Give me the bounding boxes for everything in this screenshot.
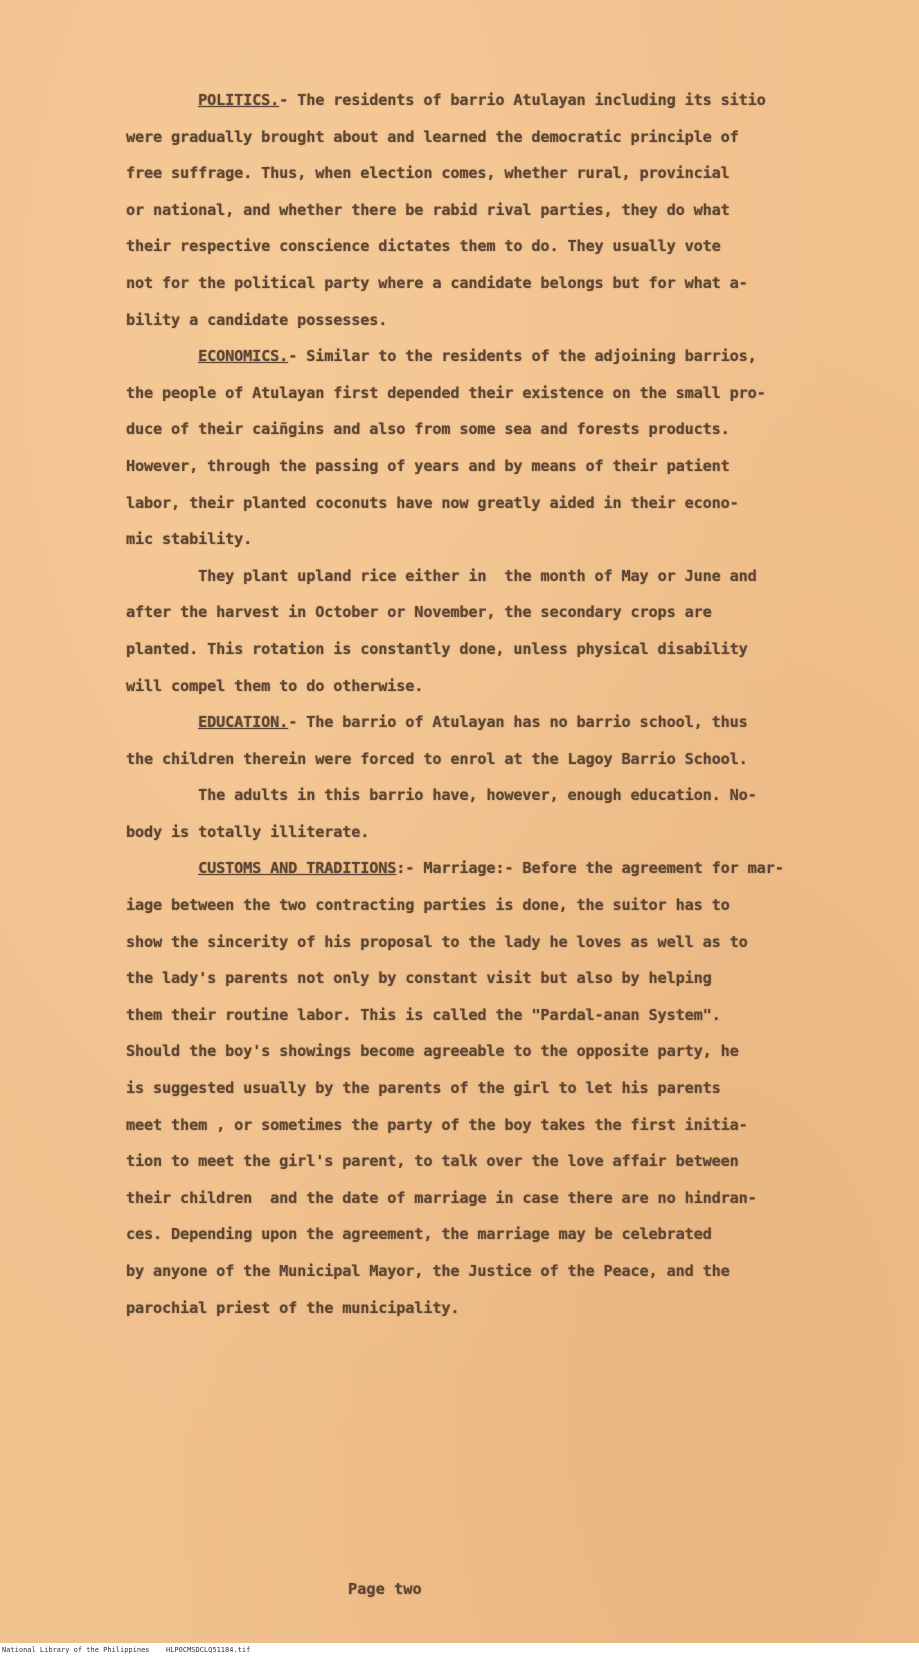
education-line-1: EDUCATION.- The barrio of Atulayan has no barrio school, thus <box>198 713 748 732</box>
customs-heading: CUSTOMS AND TRADITIONS <box>198 859 397 878</box>
footer-file: HLPOCMSDCLQ51184.tif <box>166 1646 251 1654</box>
economics-line-3: duce of their caiñgins and also from some sea and forests products. <box>126 420 730 439</box>
politics-line-2: were gradually brought about and learned the democratic principle of <box>126 127 739 146</box>
politics-line-7: bility a candidate possesses. <box>126 310 388 329</box>
politics-line-4: or national, and whether there be rabid rival parties, they do what <box>126 200 730 219</box>
document-body <box>126 82 886 1326</box>
economics-line-5: labor, their planted coconuts have now greatly aided in their econo- <box>126 493 739 512</box>
customs-line-1: CUSTOMS AND TRADITIONS:- Marriage:- Before the agreement for mar- <box>198 859 784 878</box>
footer-source: National Library of the Philippines <box>2 1646 150 1654</box>
education-line-2: the children therein were forced to enrol at the Lagoy Barrio School. <box>126 749 748 768</box>
politics-heading: POLITICS. <box>198 91 280 109</box>
politics-line-1: POLITICS.- The residents of barrio Atulayan including its sitio <box>198 91 766 109</box>
politics-line-5: their respective conscience dictates them to do. They usually vote <box>126 237 721 256</box>
customs-line-13: parochial priest of the municipality. <box>126 1298 460 1317</box>
customs-line-3: show the sincerity of his proposal to the lady he loves as well as to <box>126 932 748 951</box>
customs-line-8: meet them , or sometimes the party of the boy takes the first initia- <box>126 1115 748 1134</box>
page-number: Page two <box>348 1580 422 1598</box>
customs-line-7: is suggested usually by the parents of the girl to let his parents <box>126 1079 721 1098</box>
crops-line-3: planted. This rotation is constantly done, unless physical disability <box>126 639 748 658</box>
economics-heading: ECONOMICS. <box>198 347 289 366</box>
economics-line-6: mic stability. <box>126 530 253 549</box>
crops-line-1: They plant upland rice either in the month of May or June and <box>198 566 757 585</box>
politics-line-6: not for the political party where a candidate belongs but for what a- <box>126 273 748 292</box>
customs-line-12: by anyone of the Municipal Mayor, the Justice of the Peace, and the <box>126 1262 730 1280</box>
economics-line-2: the people of Atulayan first depended their existence on the small pro- <box>126 383 766 402</box>
adults-line-2: body is totally illiterate. <box>126 822 370 841</box>
crops-line-2: after the harvest in October or November, the secondary crops are <box>126 603 712 622</box>
customs-line-10: their children and the date of marriage in case there are no hindran- <box>126 1188 757 1207</box>
education-heading: EDUCATION. <box>198 713 289 732</box>
crops-line-4: will compel them to do otherwise. <box>126 676 424 695</box>
customs-line-11: ces. Depending upon the agreement, the marriage may be celebrated <box>126 1225 712 1244</box>
customs-line-9: tion to meet the girl's parent, to talk over the love affair between <box>126 1152 739 1171</box>
customs-line-4: the lady's parents not only by constant visit but also by helping <box>126 969 712 988</box>
economics-line-1: ECONOMICS.- Similar to the residents of the adjoining barrios, <box>198 347 757 366</box>
politics-line-3: free suffrage. Thus, when election comes, whether rural, provincial <box>126 164 730 183</box>
customs-line-6: Should the boy's showings become agreeable to the opposite party, he <box>126 1042 739 1061</box>
customs-line-5: them their routine labor. This is called the "Pardal-anan System". <box>126 1005 721 1024</box>
adults-line-1: The adults in this barrio have, however, enough education. No- <box>198 786 757 805</box>
economics-line-4: However, through the passing of years and by means of their patient <box>126 456 730 475</box>
customs-line-2: iage between the two contracting parties is done, the suitor has to <box>126 896 730 915</box>
